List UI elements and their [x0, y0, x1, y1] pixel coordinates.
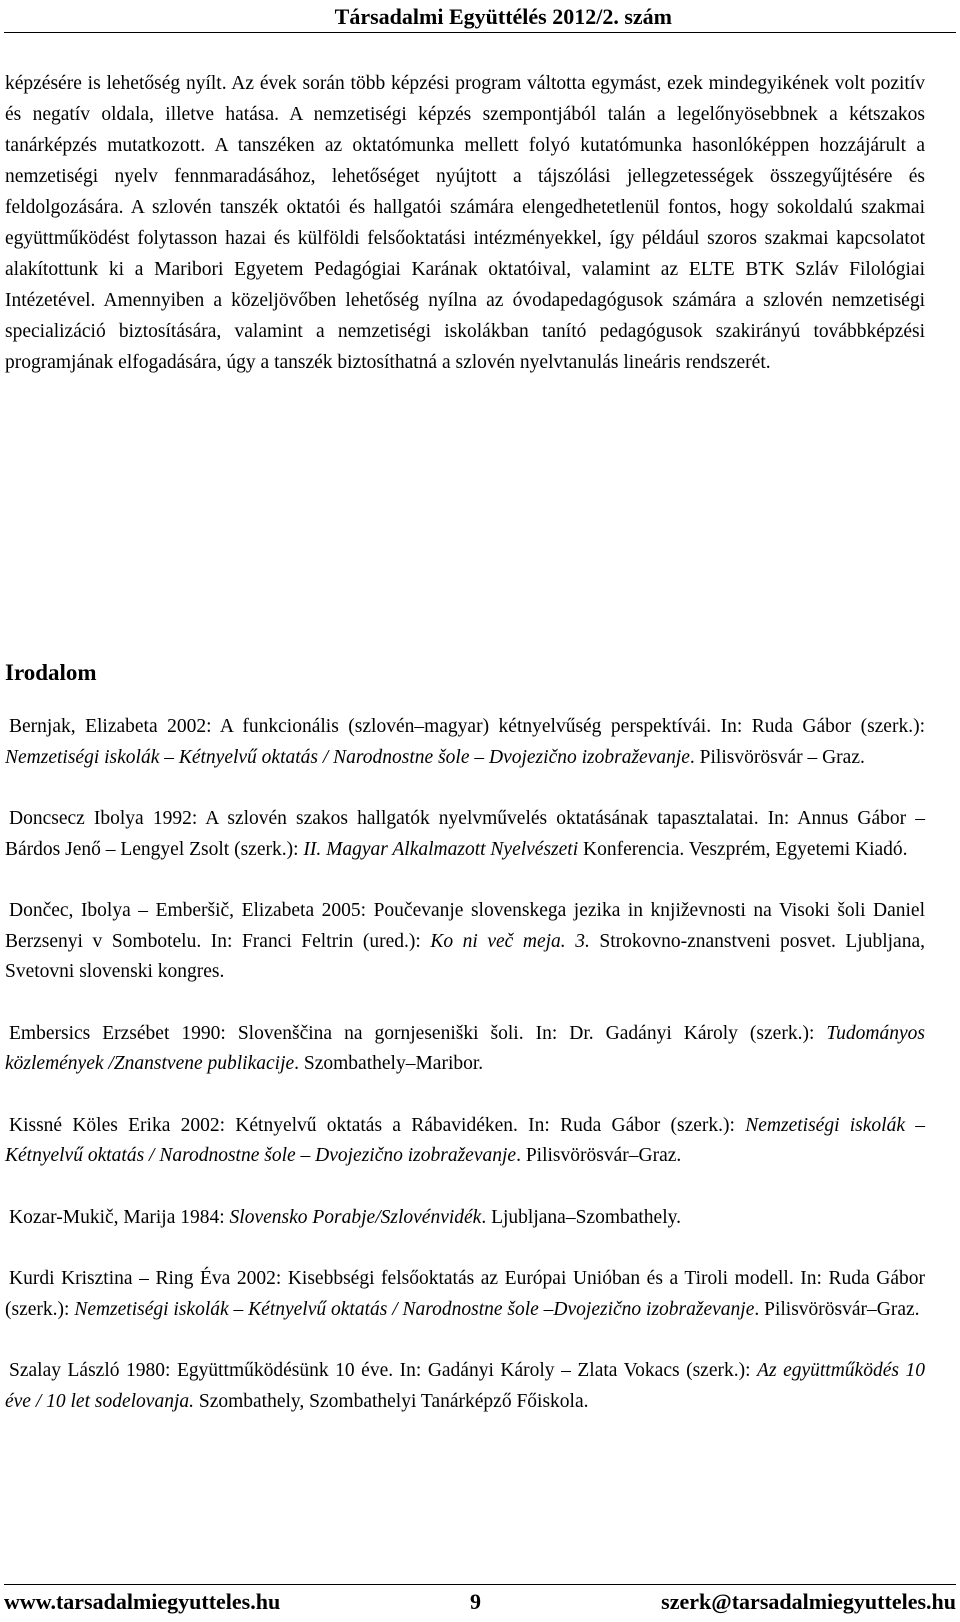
header-divider — [4, 32, 956, 33]
reference-text: Kozar-Mukič, Marija 1984: — [9, 1206, 230, 1228]
body-paragraph: képzésére is lehetőség nyílt. Az évek során több képzési program váltotta egymást, ezek mindegyikének volt pozitív és negatív oldala, illetve hatása. A nemzetiségi képzés szempontjából talán a legelőnyösebbnek a kétszakos tanárképzés mutatkozott. A tanszéken az oktatómunka mellett folyó kutatómunka hasonlóképpen hozzájárult a nemzetiségi nyelv fennmaradásához, lehetőséget nyújtott a tájszólási jellegzetességek összegyűjtésére és feldolgozására. A szlovén tanszék oktatói és hallgatói számára elengedhetetlenül fontos, hogy sokoldalú szakmai együttműködést folytasson hazai és külföldi felsőoktatási intézményekkel, így például szoros szakmai kapcsolatot alakítottunk ki a Maribori Egyetem Pedagógiai Karának oktatóival, valamint az ELTE BTK Szláv Filológiai Intézetével. Amennyiben a közeljövőben lehetőség nyílna az óvodapedagógusok számára a szlovén nemzetiségi specializáció biztosítására, valamint a nemzetiségi iskolákban tanító pedagógusok szakirányú továbbképzési programjának elfogadására, úgy a tanszék biztosíthatná a szlovén nyelvtanulás lineáris rendszerét. — [5, 73, 925, 373]
reference-title: Ko ni več meja. 3. — [430, 930, 590, 952]
reference-text: Dončec, Ibolya – Emberšič, Elizabeta 2005: Poučevanje slovenskega jezika in književnosti na Visoki šoli Daniel Berzsenyi v Sombotelu. In: Franci Feltrin (ured.): — [5, 900, 925, 952]
journal-title: Társadalmi Együttélés 2012/2. szám — [334, 4, 672, 29]
reference-title: II. Magyar Alkalmazott Nyelvészeti — [303, 838, 579, 860]
reference-item — [5, 712, 925, 773]
reference-item — [5, 804, 925, 865]
reference-text: Embersics Erzsébet 1990: Slovenščina na gornjeseniški šoli. In: Dr. Gadányi Károly (szerk.): — [9, 1022, 827, 1044]
reference-title: Nemzetiségi iskolák – Kétnyelvű oktatás / Narodnostne šole – Dvojezično izobraževanje — [5, 746, 690, 768]
reference-item — [5, 1111, 925, 1172]
reference-item — [5, 1203, 925, 1234]
reference-title: Nemzetiségi iskolák – Kétnyelvű oktatás / Narodnostne šole –Dvojezično izobraževanje — [74, 1298, 755, 1320]
page-number: 9 — [470, 1589, 481, 1614]
section-title: Irodalom — [5, 660, 97, 685]
reference-item — [5, 1019, 925, 1080]
reference-text: Szalay László 1980: Együttműködésünk 10 éve. In: Gadányi Károly – Zlata Vokacs (szerk.): — [9, 1360, 758, 1381]
page-footer — [4, 1584, 956, 1618]
reference-item — [5, 896, 925, 988]
reference-title: Nemzetiségi iskolák – Kétnyelvű oktatás / Narodnostne šole – Dvojezično izobraževanje — [5, 1114, 926, 1166]
email-link[interactable]: szerk@tarsadalmiegyutteles.hu — [661, 1589, 956, 1614]
reference-text: Konferencia. Veszprém, Egyetemi Kiadó. — [578, 838, 908, 860]
reference-text: Bernjak, Elizabeta 2002: A funkcionális (szlovén–magyar) kétnyelvűség perspektívái. In: Ruda Gábor (szerk.): — [9, 716, 925, 737]
reference-text: . Ljubljana–Szombathely. — [481, 1206, 681, 1228]
reference-text: . Pilisvörösvár–Graz. — [516, 1145, 682, 1166]
reference-text: Doncsecz Ibolya 1992: A szlovén szakos hallgatók nyelvművelés oktatásának tapasztalatai. In: Annus Gábor – Bárdos Jenő – Lengyel Zsolt (szerk.): — [5, 808, 925, 860]
reference-title: Tudományos közlemények /Znanstvene publikacije — [5, 1022, 925, 1074]
website-link[interactable]: www.tarsadalmiegyutteles.hu — [4, 1589, 281, 1614]
footer-divider — [4, 1584, 956, 1585]
reference-text: . Pilisvörösvár–Graz. — [754, 1298, 920, 1320]
page-header — [0, 2, 960, 32]
reference-text: Szombathely, Szombathelyi Tanárképző Főiskola. — [193, 1390, 589, 1412]
reference-item — [5, 1264, 925, 1325]
reference-text: Kissné Köles Erika 2002: Kétnyelvű oktatás a Rábavidéken. In: Ruda Gábor (szerk.): — [9, 1114, 746, 1136]
reference-title: Az együttműködés 10 éve / 10 let sodelovanja. — [5, 1360, 925, 1412]
reference-text: Kurdi Krisztina – Ring Éva 2002: Kisebbségi felsőoktatás az Európai Unióban és a Tiroli modell. In: Ruda Gábor (szerk.): — [5, 1268, 925, 1320]
reference-text: . Szombathely–Maribor. — [294, 1053, 484, 1074]
reference-text: Strokovno-znanstveni posvet. Ljubljana, Svetovni slovenski kongres. — [5, 930, 925, 982]
reference-title: Slovensko Porabje/Szlovénvidék — [229, 1206, 482, 1228]
reference-list — [5, 712, 925, 1417]
reference-text: . Pilisvörösvár – Graz. — [689, 746, 865, 768]
reference-item — [5, 1356, 925, 1417]
